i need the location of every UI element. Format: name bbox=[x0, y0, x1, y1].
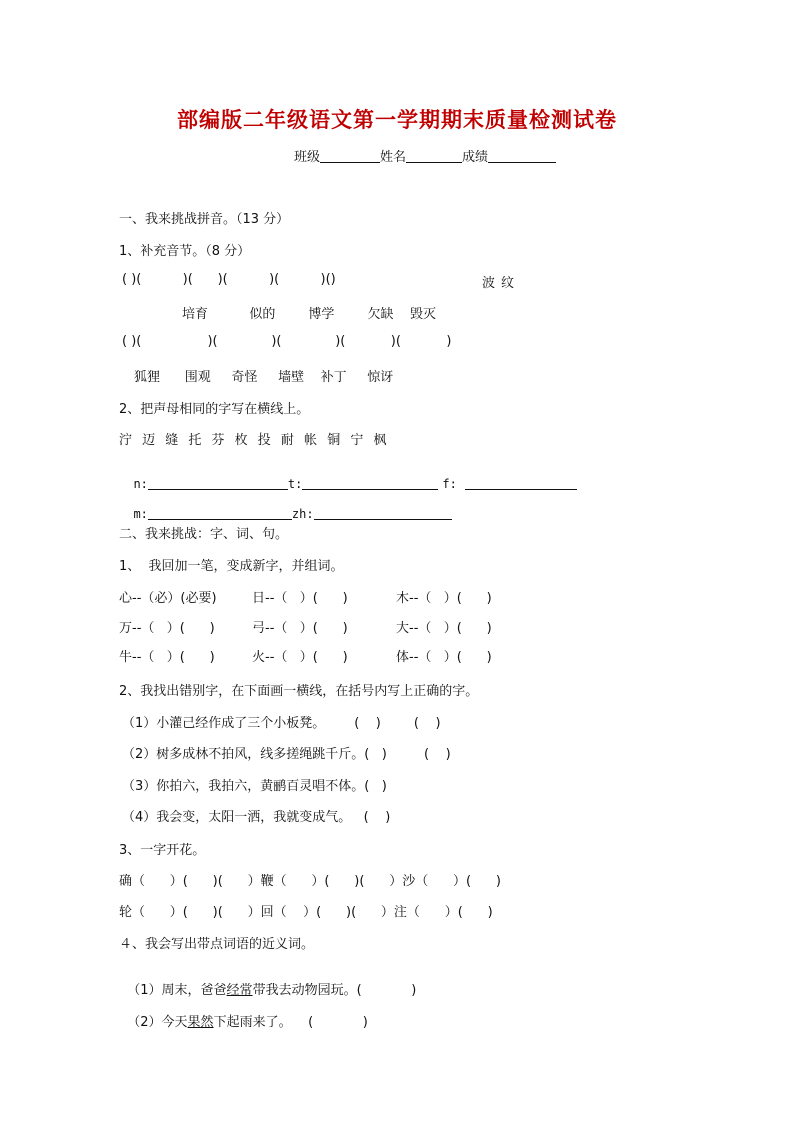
add-stroke-cell[interactable]: 火--（ ）( ) bbox=[252, 650, 348, 665]
pinyin-row4-words: 狐狸 围观 奇怪 墙壁 补丁 惊讶 bbox=[134, 370, 394, 385]
label-f: f: bbox=[442, 477, 457, 491]
section2-q1-heading: 1、 我回加一笔，变成新字，并组词。 bbox=[119, 559, 344, 574]
dotted-word: 果然 bbox=[187, 1015, 214, 1030]
word-bloom-row[interactable]: 确（ ）( )( ）鞭（ ）( )( ）沙（ ）( ) bbox=[119, 874, 501, 889]
typo-item[interactable]: （4）我会变，太阳一洒，我就变成气。 ( ) bbox=[122, 810, 391, 825]
label-zh: zh: bbox=[291, 507, 314, 521]
pinyin-row2-words: 培育 似的 博学 欠缺 毁灭 bbox=[182, 307, 436, 322]
section2-q3-heading: 3、一字开花。 bbox=[119, 843, 206, 858]
q2-characters: 泞 迈 缝 托 芬 枚 投 耐 帐 铜 宁 枫 bbox=[119, 433, 390, 448]
add-stroke-cell[interactable]: 体--（ ）( ) bbox=[396, 650, 492, 665]
blank-t[interactable] bbox=[302, 476, 438, 490]
score-label: 成绩 bbox=[462, 150, 489, 165]
synonym-item-pre: （1）周末，爸爸 bbox=[127, 983, 227, 998]
blank-zh[interactable] bbox=[314, 506, 452, 520]
synonym-item-post: 下起雨来了。 ( ) bbox=[213, 1015, 368, 1030]
student-info-line bbox=[294, 146, 556, 165]
class-label: 班级 bbox=[294, 150, 321, 165]
typo-item[interactable]: （3）你拍六，我拍六，黄鹂百灵唱不体。( ) bbox=[122, 779, 387, 794]
blank-m[interactable] bbox=[148, 506, 292, 520]
section1-q1-heading: 1、补充音节。（8 分） bbox=[119, 244, 251, 259]
synonym-item[interactable] bbox=[119, 964, 416, 998]
exam-title: 部编版二年级语文第一学期期末质量检测试卷 bbox=[177, 108, 617, 132]
initial-row-mzh bbox=[119, 492, 452, 521]
blank-f[interactable] bbox=[465, 476, 577, 490]
add-stroke-cell[interactable]: 日--（ ）( ) bbox=[252, 591, 348, 606]
synonym-item[interactable] bbox=[119, 996, 368, 1030]
section1-heading: 一、我来挑战拼音。（13 分） bbox=[119, 212, 290, 227]
typo-item[interactable]: （2）树多成林不拍风，线多搓绳跳千斤。( ) ( ) bbox=[122, 747, 451, 762]
section2-q4-heading: ４、我会写出带点词语的近义词。 bbox=[119, 937, 315, 952]
name-blank[interactable] bbox=[406, 148, 462, 163]
dotted-word: 经常 bbox=[226, 983, 253, 998]
pinyin-row1-brackets[interactable]: ( )( )( )( )( )() bbox=[122, 272, 336, 287]
pinyin-row1-word: 波纹 bbox=[482, 276, 521, 291]
add-stroke-cell[interactable]: 大--（ ）( ) bbox=[396, 621, 492, 636]
word-bloom-row[interactable]: 轮（ ）( )( ）回（ ）( )( ）注（ ）( ) bbox=[119, 905, 493, 920]
score-blank[interactable] bbox=[488, 148, 556, 163]
add-stroke-cell[interactable]: 弓--（ ）( ) bbox=[252, 621, 348, 636]
label-m: m: bbox=[133, 507, 148, 521]
section2-q2-heading: 2、我找出错别字，在下面画一横线，在括号内写上正确的字。 bbox=[119, 684, 479, 699]
add-stroke-cell[interactable]: 牛--（ ）( ) bbox=[119, 650, 215, 665]
section2-heading: 二、我来挑战：字、词、句。 bbox=[119, 527, 289, 542]
add-stroke-cell[interactable]: 木--（ ）( ) bbox=[396, 591, 492, 606]
blank-n[interactable] bbox=[148, 476, 288, 490]
add-stroke-cell[interactable]: 心--（必）(必要) bbox=[119, 591, 217, 606]
label-t: t: bbox=[287, 477, 303, 491]
initial-row-ntf bbox=[119, 462, 577, 491]
pinyin-row3-brackets[interactable]: ( )( )( )( )( )( ) bbox=[122, 334, 452, 349]
synonym-item-pre: （2）今天 bbox=[127, 1015, 188, 1030]
synonym-item-post: 带我去动物园玩。( ) bbox=[252, 983, 417, 998]
name-label: 姓名 bbox=[380, 150, 407, 165]
add-stroke-cell[interactable]: 万--（ ）( ) bbox=[119, 621, 215, 636]
section1-q2-heading: 2、把声母相同的字写在横线上。 bbox=[119, 402, 310, 417]
typo-item[interactable]: （1）小灌己经作成了三个小板凳。 ( ) ( ) bbox=[122, 716, 441, 731]
class-blank[interactable] bbox=[320, 148, 380, 163]
label-n: n: bbox=[133, 477, 148, 491]
